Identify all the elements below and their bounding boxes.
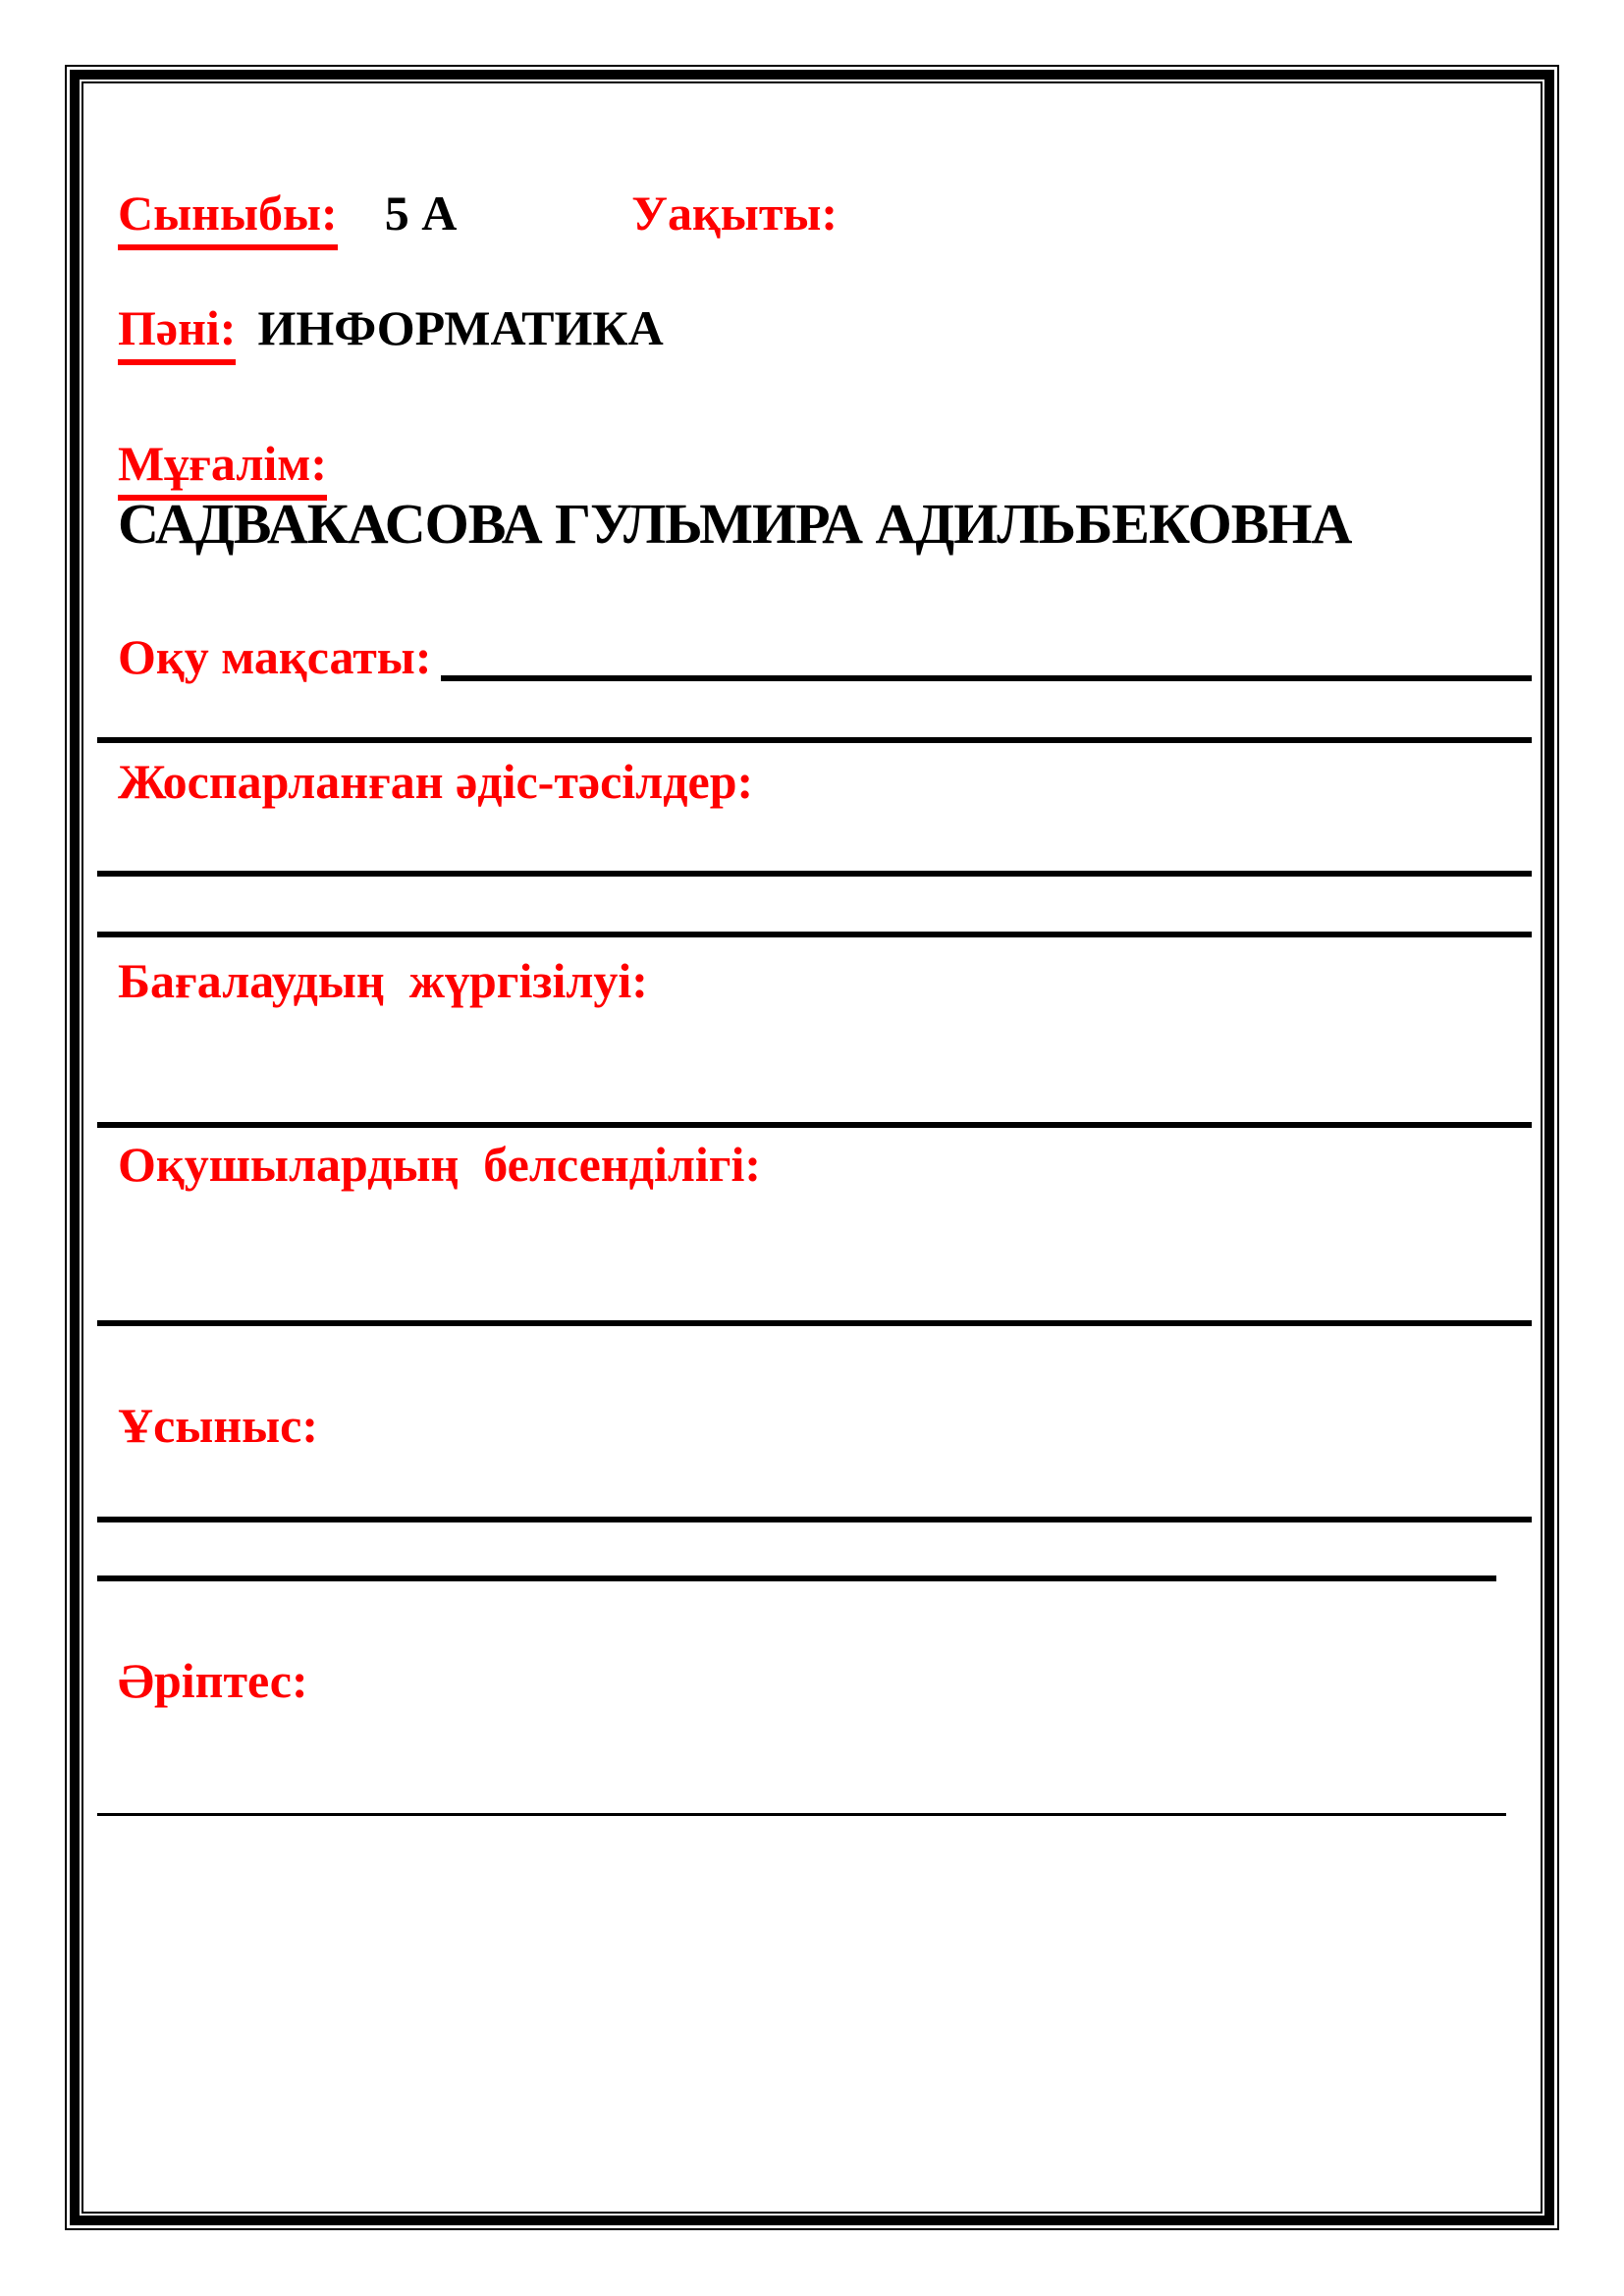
teacher-label: Мұғалім: <box>118 435 327 501</box>
teacher-name-row <box>118 494 1351 555</box>
objective-write-line <box>441 675 1532 681</box>
assessment-write-line <box>97 1122 1532 1128</box>
methods-label: Жоспарланған әдіс-тәсілдер: <box>118 754 754 809</box>
methods-row <box>118 753 753 810</box>
time-label: Уақыты: <box>631 186 839 240</box>
activity-write-line <box>97 1320 1532 1326</box>
assessment-label: Бағалаудың жүргізілуі: <box>118 953 648 1008</box>
colleague-label: Әріптес: <box>118 1653 308 1708</box>
suggestion-label: Ұсыныс: <box>118 1398 319 1453</box>
colleague-write-line <box>97 1813 1506 1816</box>
class-value: 5 А <box>384 186 458 240</box>
assessment-row <box>118 952 648 1009</box>
teacher-row <box>118 435 327 501</box>
subject-value: ИНФОРМАТИКА <box>257 300 664 355</box>
subject-label: Пәні: <box>118 299 236 365</box>
methods-write-line-2 <box>97 932 1532 937</box>
class-label: Сыныбы: <box>118 185 338 250</box>
subject-row <box>118 299 664 365</box>
class-row <box>118 185 838 250</box>
objective-write-line-2 <box>97 737 1532 743</box>
suggestion-write-line-1 <box>97 1517 1532 1522</box>
activity-label: Оқушылардың белсенділігі: <box>118 1137 762 1192</box>
teacher-name: САДВАКАСОВА ГУЛЬМИРА АДИЛЬБЕКОВНА <box>118 492 1352 556</box>
suggestion-write-line-2 <box>97 1575 1496 1581</box>
objective-label: Оқу мақсаты: <box>118 629 432 684</box>
suggestion-row <box>118 1397 318 1454</box>
objective-row <box>118 628 1532 685</box>
colleague-row <box>118 1652 308 1709</box>
methods-write-line-1 <box>97 871 1532 877</box>
activity-row <box>118 1136 761 1193</box>
